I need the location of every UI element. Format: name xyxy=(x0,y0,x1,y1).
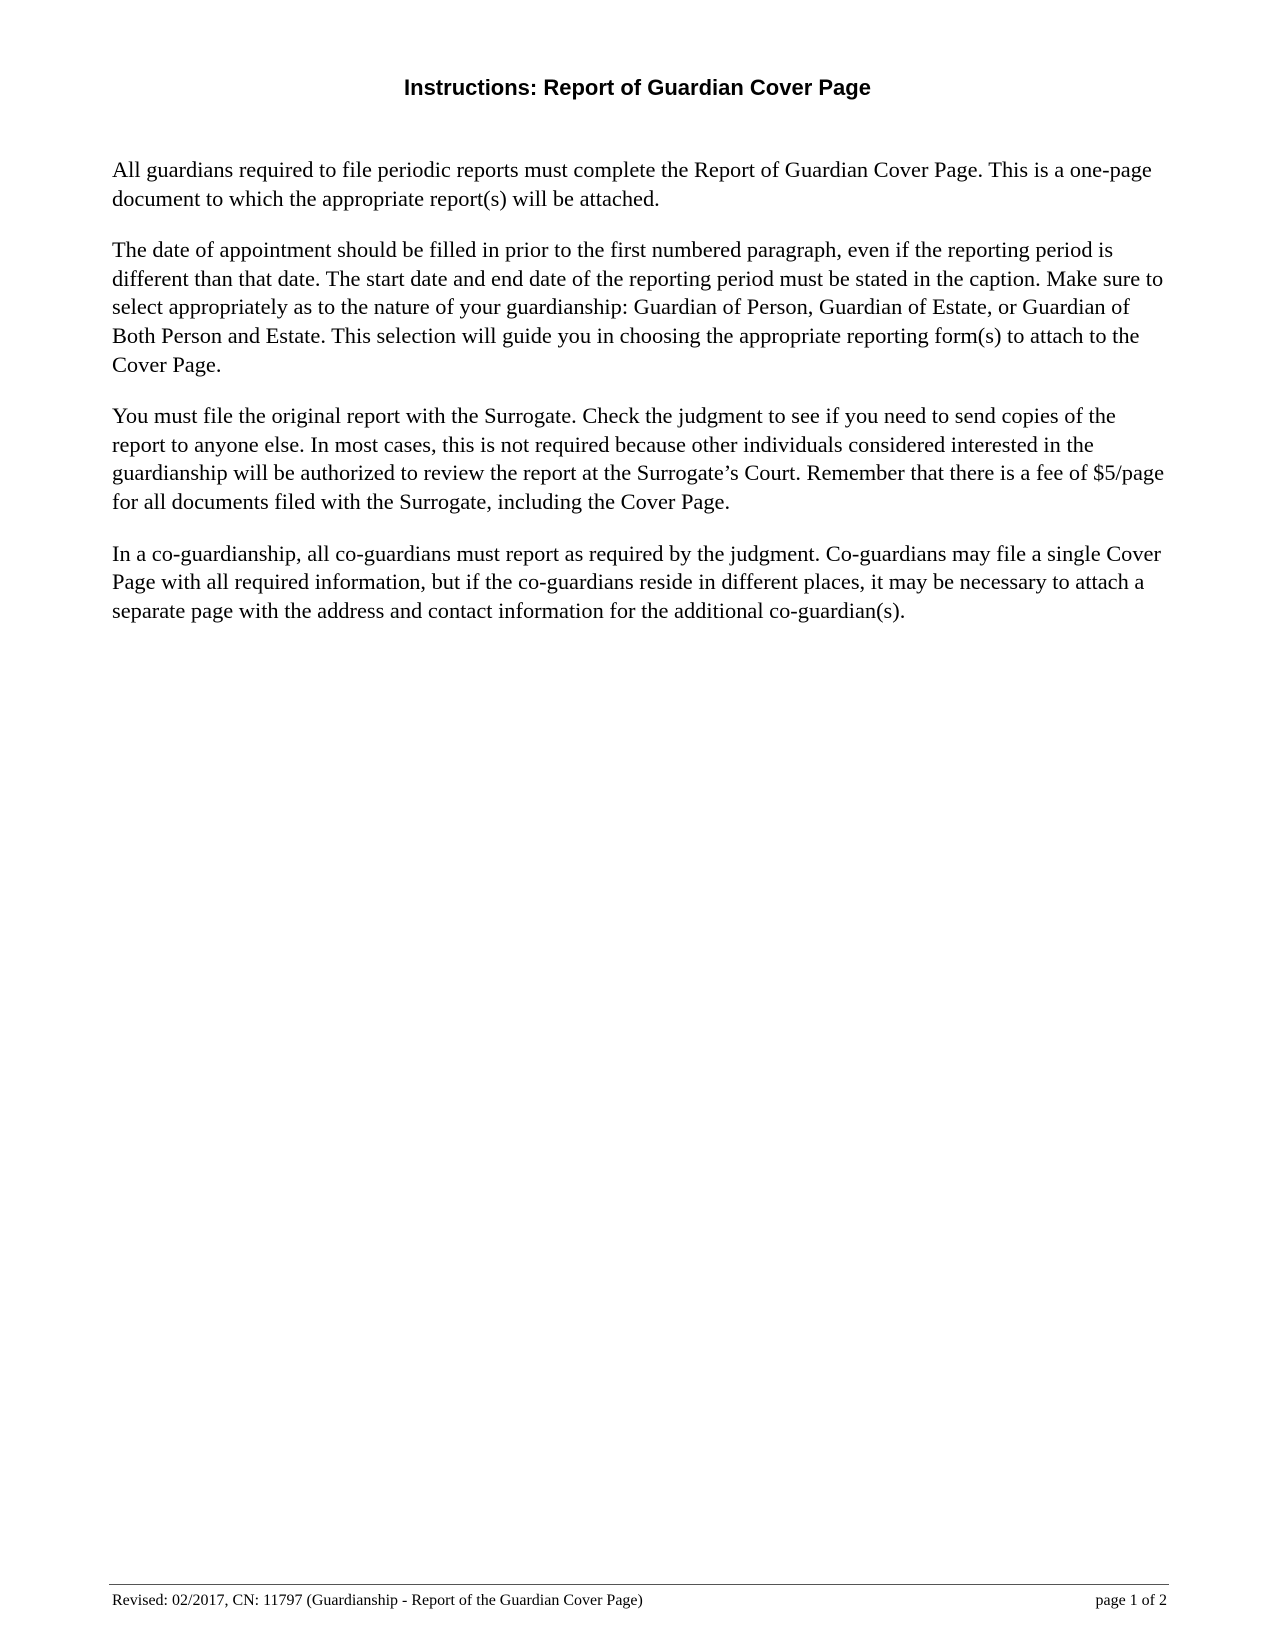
footer-page-number: page 1 of 2 xyxy=(1095,1592,1167,1609)
footer-divider xyxy=(109,1584,1169,1585)
page-footer xyxy=(112,1590,1167,1612)
paragraph-filing: You must file the original report with the Surrogate. Check the judgment to see if you need to send copies of the report to anyone else. In most cases, this is not required because other individuals considered interested in the guardianship will be authorized to review the report at the Surrogate’s Court. Remember that there is a fee of $5/page for all documents filed with the Surrogate, including the Cover Page. xyxy=(112,403,1165,514)
page-title: Instructions: Report of Guardian Cover Page xyxy=(404,75,871,100)
instructions-body xyxy=(112,156,1170,648)
paragraph-dates-and-type: The date of appointment should be filled in prior to the first numbered paragraph, even if the reporting period is different than that date. The start date and end date of the reporting period must be stated in the caption. Make sure to select appropriately as to the nature of your guardianship: Guardian of Person, Guardian of Estate, or Guardian of Both Person and Estate. This selection will guide you in choosing the appropriate reporting form(s) to attach to the Cover Page. xyxy=(112,237,1164,377)
paragraph-co-guardianship: In a co-guardianship, all co-guardians must report as required by the judgment. Co-guardians may file a single Cover Page with all required information, but if the co-guardians reside in different places, it may be necessary to attach a separate page with the address and contact information for the additional co-guardian(s). xyxy=(112,540,1161,623)
paragraph-overview: All guardians required to file periodic reports must complete the Report of Guardian Cover Page. This is a one-page document to which the appropriate report(s) will be attached. xyxy=(112,157,1152,211)
footer-revision: Revised: 02/2017, CN: 11797 (Guardianship - Report of the Guardian Cover Page) xyxy=(112,1592,643,1609)
